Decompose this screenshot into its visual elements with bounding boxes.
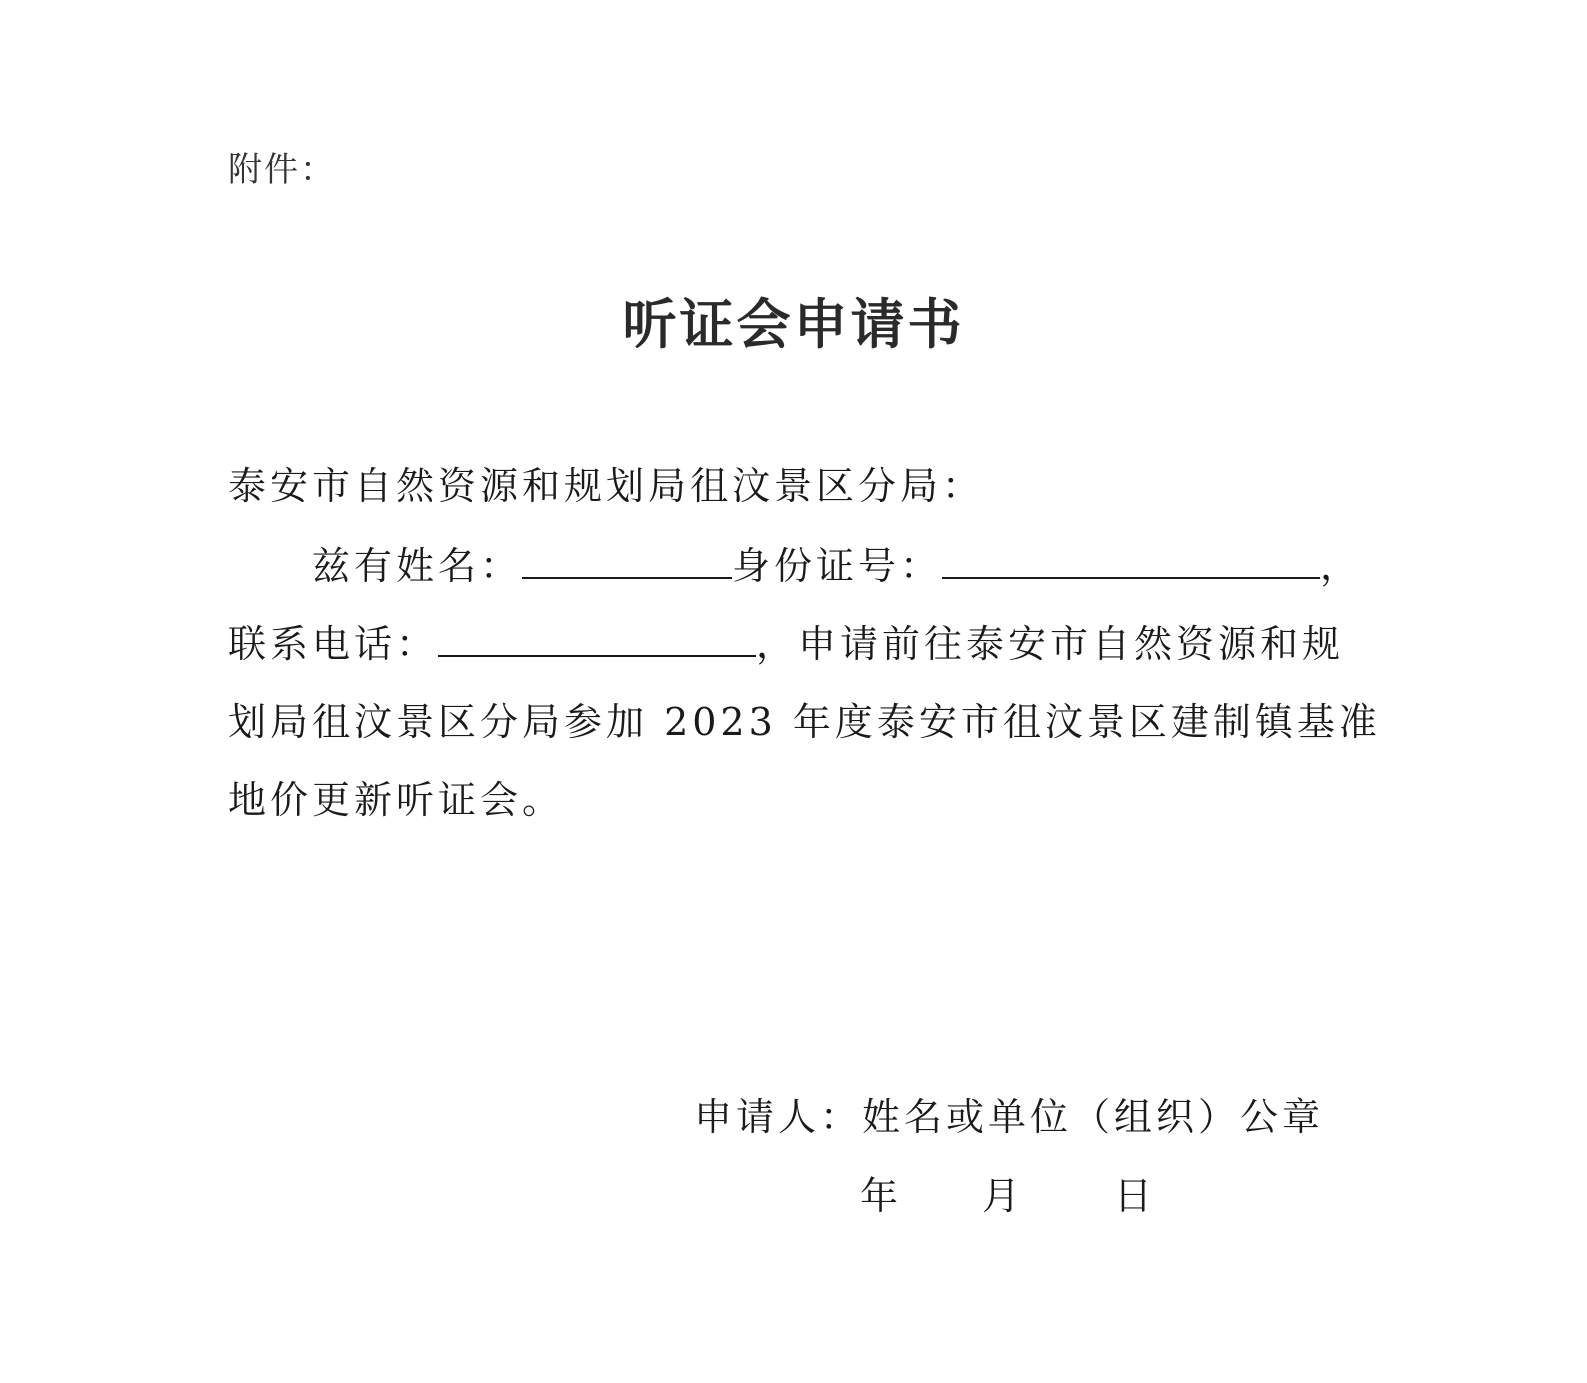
applicant-signature-line: 申请人：姓名或单位（组织）公章 xyxy=(694,1095,1325,1139)
body-line-phone xyxy=(228,620,1344,668)
month-label: 月 xyxy=(982,1174,1025,1218)
body-line-name-id xyxy=(312,542,1362,590)
body-line-4: 地价更新听证会。 xyxy=(228,778,565,822)
day-label: 日 xyxy=(1114,1174,1157,1218)
year-label: 年 xyxy=(860,1174,903,1218)
phone-blank-field[interactable] xyxy=(438,623,756,657)
id-number-blank-field[interactable] xyxy=(942,545,1320,579)
name-blank-field[interactable] xyxy=(522,545,732,579)
line1-punctuation: ， xyxy=(1320,544,1363,588)
phone-label: 联系电话： xyxy=(228,622,439,666)
date-line xyxy=(860,1172,1156,1220)
name-label: 兹有姓名： xyxy=(312,544,523,588)
body-text-segment: ，申请前往泰安市自然资源和规 xyxy=(756,622,1345,666)
recipient-line: 泰安市自然资源和规划局徂汶景区分局： xyxy=(228,464,985,508)
body-line-3: 划局徂汶景区分局参加 2023 年度泰安市徂汶景区建制镇基准 xyxy=(228,700,1381,744)
attachment-label: 附件： xyxy=(228,150,336,190)
document-title: 听证会申请书 xyxy=(622,292,965,356)
id-number-label: 身份证号： xyxy=(732,544,943,588)
